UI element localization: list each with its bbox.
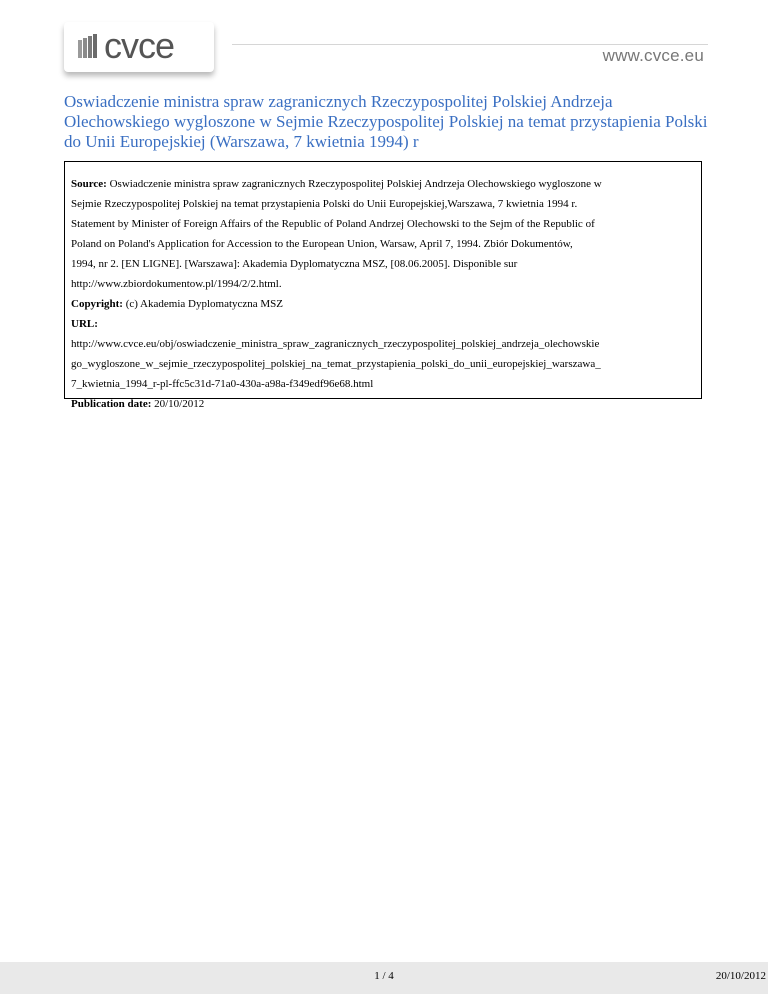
source-label: Source: <box>71 178 107 190</box>
page-footer <box>0 962 768 994</box>
publication-line <box>71 394 701 414</box>
source-text-3: Statement by Minister of Foreign Affairs of the Republic of Poland Andrzej Olechowski to the Sejm of the Republic of <box>71 218 595 230</box>
url-link-line-2[interactable]: go_wygloszone_w_sejmie_rzeczypospolitej_polskiej_na_temat_przystapienia_polski_do_unii_europejskiej_warszawa_ <box>71 358 601 370</box>
site-url-link[interactable]: www.cvce.eu <box>602 46 704 65</box>
url-label: URL: <box>71 318 98 330</box>
logo-card <box>64 22 214 72</box>
page-number: 1 / 4 <box>374 970 394 982</box>
source-text-1: Oswiadczenie ministra spraw zagranicznych Rzeczypospolitej Polskiej Andrzeja Olechowskiego wygloszone w <box>106 178 602 190</box>
publication-value: 20/10/2012 <box>151 398 205 410</box>
footer-date: 20/10/2012 <box>715 970 766 982</box>
cvce-logo[interactable] <box>64 22 218 80</box>
copyright-label: Copyright: <box>71 298 123 310</box>
copyright-value: (c) Akademia Dyplomatyczna MSZ <box>122 298 284 310</box>
copyright-line <box>71 294 701 314</box>
metadata-box <box>64 161 702 410</box>
cvce-book-logo-icon <box>78 34 106 62</box>
source-text-4: Poland on Poland's Application for Accession to the European Union, Warsaw, April 7, 1994. Zbiór Dokumentów, <box>71 238 573 250</box>
document-title: Oswiadczenie ministra spraw zagranicznych Rzeczypospolitej Polskiej Andrzeja Olechowskiego wygloszone w Sejmie Rzeczypospolitej Polskiej na temat przystapienia Polski do Unii Europejskiej (Warszawa, 7 kwietnia 1994) r <box>64 92 708 151</box>
header-divider <box>232 44 708 45</box>
url-link-line-3[interactable]: 7_kwietnia_1994_r-pl-ffc5c31d-71a0-430a-a98a-f349edf96e68.html <box>71 378 374 390</box>
url-link-line-1[interactable]: http://www.cvce.eu/obj/oswiadczenie_ministra_spraw_zagranicznych_rzeczypospolitej_polskiej_andrzeja_olechowskie <box>71 338 600 350</box>
publication-label: Publication date: <box>71 398 152 410</box>
source-link[interactable]: http://www.zbiordokumentow.pl/1994/2/2.html. <box>71 278 282 290</box>
source-line-1 <box>71 174 701 194</box>
logo-wordmark: cvce <box>104 25 175 66</box>
source-text-2: Sejmie Rzeczypospolitej Polskiej na temat przystapienia Polski do Unii Europejskiej,Warszawa, 7 kwietnia 1994 r. <box>71 198 578 210</box>
source-text-5: 1994, nr 2. [EN LIGNE]. [Warszawa]: Akademia Dyplomatyczna MSZ, [08.06.2005]. Disponible sur <box>71 258 518 270</box>
page-header <box>0 0 768 90</box>
